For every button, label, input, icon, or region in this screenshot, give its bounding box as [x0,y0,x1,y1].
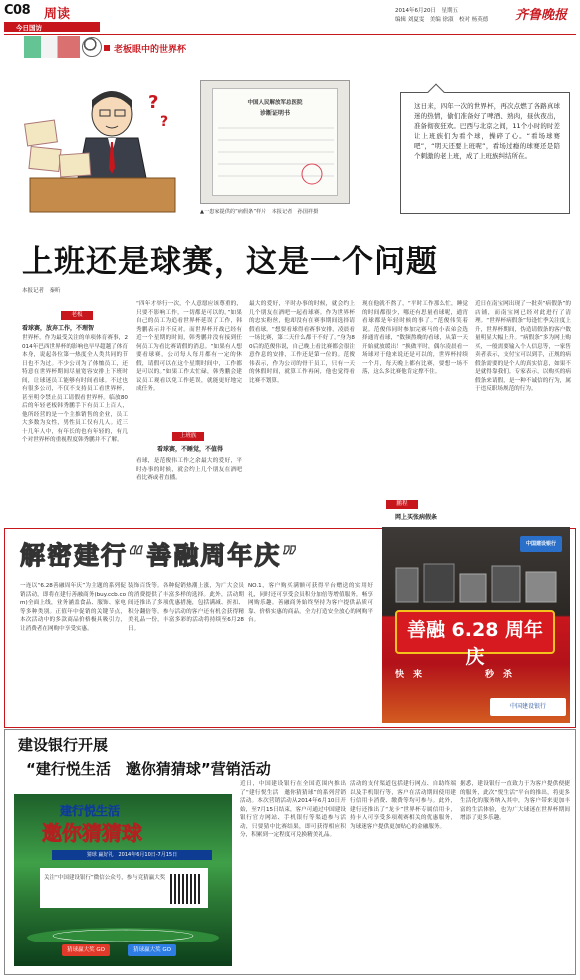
products-graphic [392,560,562,606]
column-label: 今日国访 [16,24,42,32]
cartoon-illustration [20,78,180,216]
bank-column-2: 活动的支付渠道包括建行网点、自助终端以及手机银行等，客户在活动期间使用建行信用卡消费、缴费等均可参与。此外，建行还推出了“龙卡”世界杯专属信用卡，持卡人可享受多项观赛相关的优惠服务，为球迷客户提供更加贴心的金融服务。 [350,781,456,830]
certificate-hospital: 中国人民解放军总医院 [247,100,303,106]
bank-poster-title-1: 建行悦生活 [60,804,121,818]
subhead-tag-boss: 老板 [61,311,93,320]
article-column-3: 最大的爱好，平时办事的时候，就会约上几个朋友在酒吧一起看球赛。作为世界杯的忠实粉丝，他却没有在赛事期间选择请假看球。“想要看球得看赛事安排，凌晨看一场比赛，第二天什么都干不好了。”身为80后的范俊伟说，自己晚上看比赛都会很注意作息的安排，工作还是第一位的。范俊伟表示，作为公司的骨干员工，只有一天的休假时间，就算工作再闲，他也觉得看比赛不划算。 [249,301,355,384]
ad-column-3: NO.1，客户购买满额可获得平台赠送的实用好礼，同时还可享受会员积分加倍等增值服务，畅享网购乐趣。善融商务始终坚持为客户提供品质可靠、价格实惠的商品，全力打造安全放心的网购平台。 [248,583,373,623]
ad-slogan-2: 秒 杀 [485,670,513,680]
ad-bank-mark: 中国建设银行 [490,698,566,716]
ad-poster-logo: 中国建设银行 [520,536,562,552]
certificate-heading: 诊断证明书 [259,110,290,117]
stadium-graphic [24,912,222,942]
bullet-icon [104,45,110,51]
bank-column-1: 近日，中国建设银行在全国范围内推出了“建行悦生活 邀你猜猜球”的系列营销活动。本次营销活动从2014年6月10日开始，至7月15日结束，客户可通过中国建设银行官方网站、手机银行等渠道参与活动，只要猜中比赛结果，即可获得相应积分，积累到一定程度可兑换精美礼品。 [240,781,346,838]
bank-poster-title-2: 邀你猜猜球 [42,821,142,845]
byline: 本报记者 秦昕 [22,288,61,294]
article-column-4: 现在他就不熬了，“平时工作那么忙，睡觉的时间都很少，哪还有思量看球呢，通宵看球都是年轻时候的事了。”范俊伟笑着说。范俊伟同时参加完赛马的小表弟会选择通宵看球，“数频熬晚的看球，从第一天开始就放缓出！”换做平时，偶尔凌晨看一场球对于他来说还是可以的，世界杯持续一个月，每天晚上都有比赛，要想一场不落，这么多比赛他肯定撑不住。 [362,301,468,375]
bank-title-2: “建行悦生活 邀你猜猜球”营销活动 [26,760,271,778]
headline: 上班还是球赛，这是一个问题 [22,244,438,280]
certificate-lines [218,122,334,190]
ad-title: 解密建行“善融周年庆” [20,541,300,570]
photo-caption: ▲一患家提供的“病假条”样片 本报记者 孙国祥摄 [200,209,319,215]
lead-text: 这日来，四年一次的世界杯，再次点燃了各路真球迷的热情，偷们准备好了啤酒、熟肉，昼伙夜出，准备彻夜狂欢。巴西与北京之间，11个小时的时差让上班族们为看个球，操碎了心。“看场球赛吧”，“明天还要上班呢”，看场过瘾的球赛还是陪个刺激的老上班，成了上班族纠结所在。 [414,102,560,160]
issue-date: 2014年6月20日 星期五 [395,8,458,14]
subhead-tag-online: 鹏程 [386,500,418,509]
svg-text:?: ? [148,92,159,113]
bank-title-1: 建设银行开展 [18,736,109,754]
bank-column-3: 据悉，建设银行一直致力于为客户提供便捷的服务，此次“悦生活”平台的推出，将更多生活化的服务纳入其中，为客户带来更加丰富的生活体验，也为广大球迷在世界杯期间增添了更多乐趣。 [460,781,570,821]
football-icon [82,37,102,57]
guess-ball-button-2[interactable]: 猜球赢大奖 GO [128,944,176,956]
subhead-title-boss: 看球赛，放弃工作，不理智 [22,325,95,332]
header-rule [4,34,576,35]
ad-badge-text: 善融 6.28 周年庆 [406,619,544,668]
newspaper-logo: 齐鲁晚报 [515,8,568,23]
qr-code-icon [170,874,200,904]
band-title: 老板眼中的世界杯 [114,45,187,55]
ad-slogan-1: 快 来 [395,670,423,680]
svg-text:?: ? [160,114,169,130]
article-column-5: 近日在南宝网出现了一批卖“病假条”的店铺，而南宝网已经对此进行了清理。“世界杯病假条”每逢忙季关注度上升，世界杯期间，伪造请假条的客户数量明显大幅上升。“病假条”多为网上购买，一般需要输入个人信息等，一家售卖者表示，支付宝可以到手，正规的病假条需要的是个人的真实信息，如果不是就得靠我们。专家表示，以购买的病假条来请假，是一种不诚信的行为，属于违反职场规范的行为。 [475,301,571,392]
ad-column-2: 装饰百货等。各种促销热潮上涨，为广大会员的消费提供了丰富多样的选择。此外，活动期间还推出了多项优惠措施，包括满减、折扣、积分翻倍等。参与活动的客户还有机会获得精美礼品一份，丰富多彩的活动将持续至6月28日。 [128,583,244,632]
bank-poster-panel-text: 关注“中国建设银行”微信公众号，参与竞猜赢大奖 [44,875,166,881]
page-code: C08 [4,3,31,18]
subhead-title-worker: 看球赛，不睡觉，不值得 [156,446,223,453]
bank-poster-dates: 猜球 赢好礼 2014年6月10日-7月15日 [52,850,212,860]
section-title: 周读 [44,7,71,22]
article-column-1: 世界杯，作为最受关注的单项体育赛事，2014年巴西世界杯的影响也早早超越了体育本身，说起各位第一热度全人类共同的节日也不为过。不少公司为了体恤员工，还特意在世界杯期间尽量宽容安排上下班时间，让球迷员工能够有时间看球。不过也有很多公司，不仅不支持员工看世界杯，甚至明令禁止员工请假看世界杯。临放80后的年轻老板韩秀鹏手下有员工上百人，他所经营的是一个主推销售的企业，员工大多数为女性，男性员工仅有几人。近三十几年人中，有年长的也有年轻的，有几个对世界杯的重视程度韩秀鹏并不了解。 [22,335,128,443]
ad-column-1: 一连以“6.28善融周年庆”为主题的系列促销活动，即将在建行善融商务(buy.ccb.com)全面上线，业务涵盖食品、服饰、家电等多种类别。正值年中促销的关键节点，本次活动中的多款商品价格极具吸引力，让消费者在网购中享受实惠。 [20,583,126,632]
flags-graphic [24,36,80,58]
guess-ball-button[interactable]: 猜球赢大奖 GO [62,944,110,956]
subhead-title-online: 网上买张病假条 [394,514,437,521]
article-column-2: “四年才举行一次，个人意愿应该尊重的，只要不影响工作，一切都是可以的。”如果自己的员工为追看世界杯延误了工作，韩秀鹏表示并不反对。而世界杯开战已经有近一个星期的时间，韩秀鹏并没有接到任何员工为看比赛请假的消息。“如果有人想要看球赛，公司每人每月都有一定的休假，请假可以在这个星期时间中，工作都是可以的。”如果工作太忙碌，韩秀鹏会建议员工观看以免工作延误，就能更好地完成任务。 [136,301,242,392]
article-column-2b: 看球，是范俊伟工作之余最大的爱好，平时办事的时候，就会约上几个朋友在酒吧看比赛或者直播。 [136,458,242,481]
subhead-tag-worker: 上班族 [172,432,204,441]
editor-credits: 编辑 刘夏雯 美编 徐淑 校对 杨英德 [395,17,489,23]
